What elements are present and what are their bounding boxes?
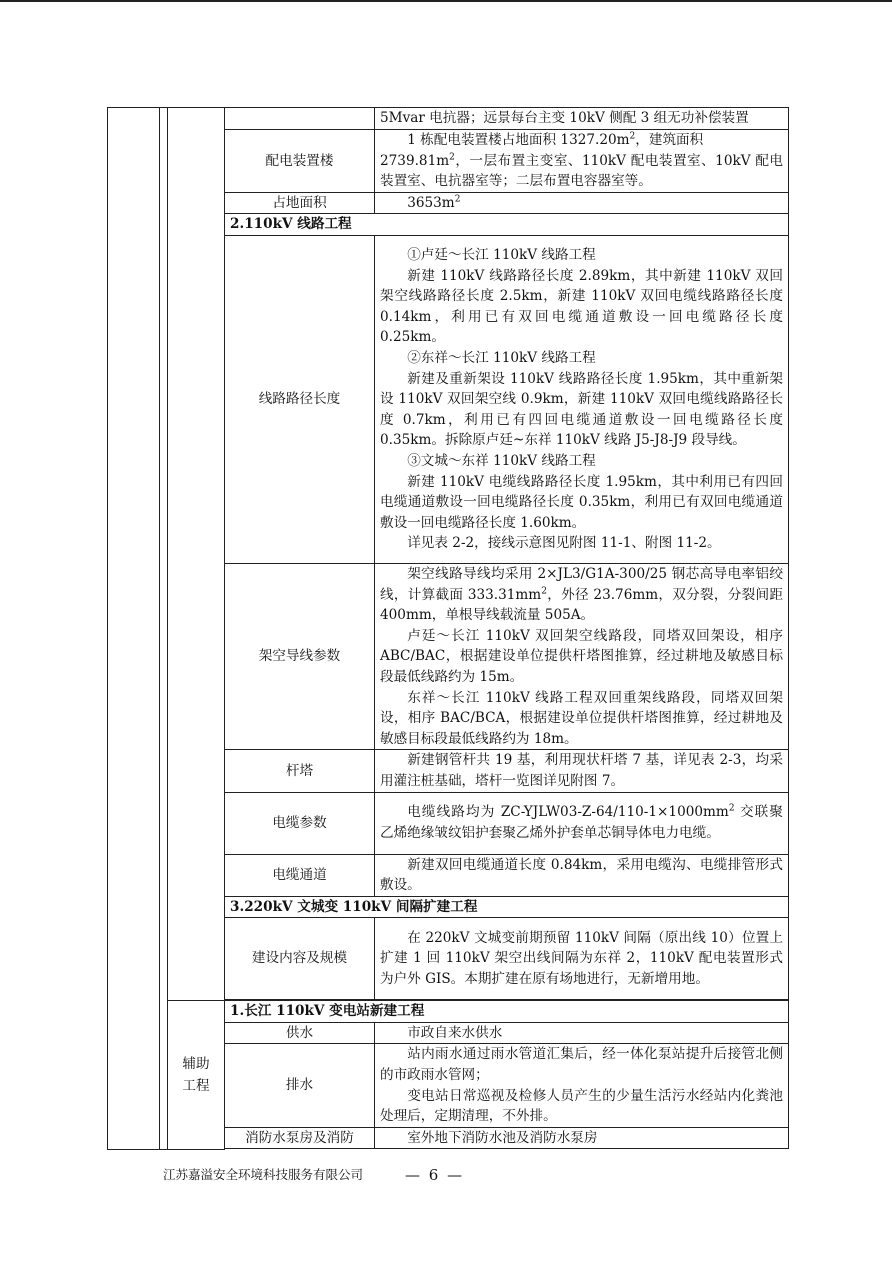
page-top-rule [0, 0, 892, 2]
page-number: — 6 — [405, 1166, 465, 1184]
overhead-params-content: 架空线路导线均采用 2×JL3/G1A-300/25 钢芯高导电率铝绞线，计算截面 $333.31mm^2$，外径 23.76mm，双分裂，分裂间距 400mm，单根导线载流量 505A。 卢廷～长江 110kV 双回架空线路段，同塔双回架设，相序 ABC/BAC，根据建设单位提供杆塔图推算，经过耕地及敏感目标段最低线路约为 15m。 东祥～长江 110kV 线路工程双回重架线路段，同塔双回架设，相序 BAC/BCA，根据建设单位提供杆塔图推算，经过耕地及敏感目标段最低线路约为 18m。 [375, 563, 789, 749]
route-length-label: 线路路径长度 [225, 235, 375, 563]
floor-area-label: 占地面积 [225, 192, 375, 214]
distribution-building-content: 1 栋配电装置楼占地面积 $1327.20m^2$，建筑面积 $2739.81m^2$，一层布置主变室、110kV 配电装置室、10kV 配电装置室、电抗器室等；二层布置电容器室等。 [375, 130, 789, 193]
drainage-content: 站内雨水通过雨水管道汇集后，经一体化泵站提升后接管北侧的市政雨水管网； 变电站日常巡视及检修人员产生的少量生活污水经站内化粪池处理后，定期清理，不外排。 [375, 1044, 789, 1127]
section-heading-bay: 3.220kV 文城变 110kV 间隔扩建工程 [225, 896, 789, 918]
route-length-content: ①卢廷～长江 110kV 线路工程 新建 110kV 线路路径长度 2.89km，其中新建 110kV 双回架空线路路径长度 2.5km，新建 110kV 双回电缆线路路径长度 0.14km，利用已有双回电缆通道敷设一回电缆路径长度 0.25km。 ②东祥～长江 110kV 线路工程 新建及重新架设 110kV 线路路径长度 1.95km，其中重新架设 110kV 双回架空线 0.9km，新建 110kV 双回电缆线路路径长度 0.7km，利用已有四回电缆通道敷设一回电缆路径长度 0.35km。拆除原卢廷~东祥 110kV 线路 J5-J8-J9 段导线。 ③文城～东祥 110kV 线路工程 新建 110kV 电缆线路路径长度 1.95km，其中利用已有四回电缆通道敷设一回电缆路径长度 0.35km，利用已有双回电缆通道敷设一回电缆路径长度 1.60km。 详见表 2-2，接线示意图见附图 11-1、附图 11-2。 [375, 235, 789, 563]
category-column [108, 108, 160, 1150]
cable-channel-content: 新建双回电缆通道长度 0.84km，采用电缆沟、电缆排管形式敷设。 [375, 854, 789, 896]
construction-content: 在 220kV 文城变前期预留 110kV 间隔（原出线 10）位置上扩建 1 回 110kV 架空出线间隔为东祥 2，110kV 配电装置形式为户外 GIS。本期扩建在原有场地进行，无新增用地。 [375, 918, 789, 1000]
water-supply-label: 供水 [225, 1022, 375, 1044]
main-project-category-cell [168, 108, 225, 1001]
fire-label: 消防水泵房及消防 [225, 1127, 375, 1149]
cable-params-content: 电缆线路均为 $ZC-YJLW03-Z-64/110-1\times 1000mm^2$ 交联聚乙烯绝缘皱纹铝护套聚乙烯外护套单芯铜导体电力电缆。 [375, 792, 789, 854]
floor-area-value: $3653m^2$ [375, 192, 789, 214]
section-heading-line: 2.110kV 线路工程 [225, 214, 789, 236]
tower-content: 新建钢管杆共 19 基，利用现状杆塔 7 基，详见表 2-3，均采用灌注桩基础，塔杆一览图详见附图 7。 [375, 750, 789, 792]
overhead-params-label: 架空导线参数 [225, 563, 375, 749]
section-heading-aux: 1.长江 110kV 变电站新建工程 [225, 1001, 789, 1023]
construction-label: 建设内容及规模 [225, 918, 375, 1000]
tower-label: 杆塔 [225, 750, 375, 792]
table-row [108, 1001, 789, 1023]
water-supply-content: 市政自来水供水 [375, 1022, 789, 1044]
fire-content: 室外地下消防水池及消防水泵房 [375, 1127, 789, 1149]
reactor-content-cell: 5Mvar 电抗器；远景每台主变 10kV 侧配 3 组无功补偿装置 [375, 108, 789, 130]
aux-category-label: 辅助工程 [182, 1056, 210, 1095]
reactor-label-cell [225, 108, 375, 130]
distribution-building-label: 配电装置楼 [225, 130, 375, 193]
drainage-label: 排水 [225, 1044, 375, 1127]
cable-channel-label: 电缆通道 [225, 854, 375, 896]
cable-params-label: 电缆参数 [225, 792, 375, 854]
divider-column [160, 108, 168, 1150]
aux-category-cell [168, 1001, 225, 1150]
project-composition-table [107, 107, 789, 1150]
table-row [108, 108, 789, 130]
footer-company: 江苏嘉溢安全环境科技服务有限公司 [163, 1167, 364, 1182]
